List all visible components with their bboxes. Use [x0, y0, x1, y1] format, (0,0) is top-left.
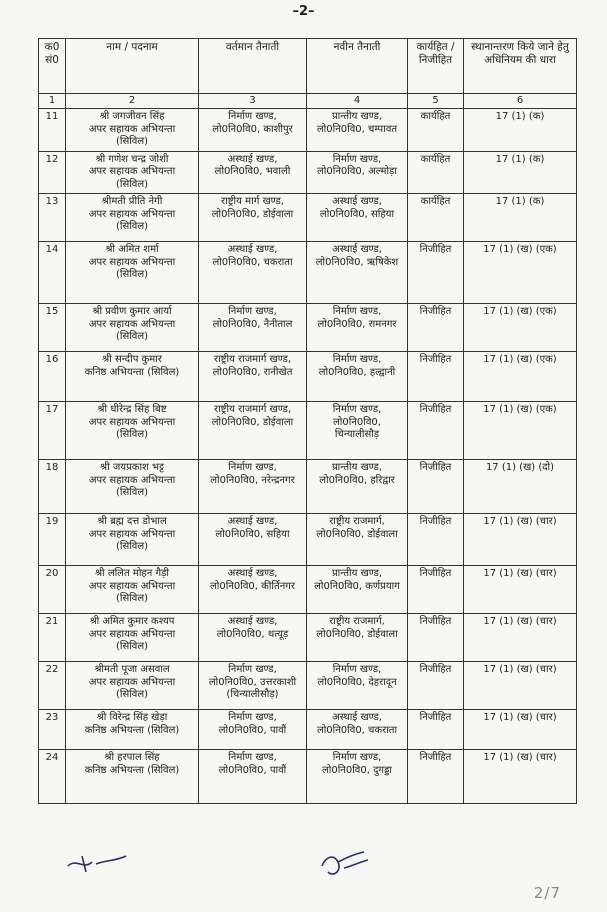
new-location: लो0नि0वि0, हरिद्वार	[319, 474, 395, 486]
row-name-designation	[66, 750, 199, 804]
row-new-posting	[307, 710, 408, 750]
col-number: 3	[199, 94, 307, 109]
row-sno	[39, 402, 66, 460]
row-interest	[408, 750, 464, 804]
new-location: लो0नि0वि0, देहरादून	[317, 676, 397, 688]
employee-designation: अपर सहायक अभियन्ता	[88, 123, 176, 135]
row-act-section	[464, 194, 577, 242]
section-text: 17 (1) (ख) (एक)	[483, 354, 557, 365]
row-interest	[408, 194, 464, 242]
employee-designation-suffix: (सिविल)	[115, 593, 149, 604]
employee-designation-suffix: (सिविल)	[115, 689, 149, 700]
employee-name: श्री प्रवीण कुमार आर्या	[92, 306, 172, 317]
section-text: 17 (1) (ख) (चार)	[483, 616, 557, 627]
signature-left	[62, 852, 132, 876]
current-division: निर्माण खण्ड,	[228, 306, 277, 317]
employee-name: श्री सन्दीप कुमार	[102, 354, 162, 365]
row-sno	[39, 566, 66, 614]
row-name-designation	[66, 304, 199, 352]
table-row	[39, 750, 577, 804]
employee-name: श्री अमित कुमार कश्यप	[89, 616, 175, 627]
employee-name: श्री ललित मोहन गैड़ी	[94, 568, 170, 579]
row-new-posting	[307, 750, 408, 804]
employee-name: श्री हरपाल सिंह	[104, 752, 160, 763]
interest-text: निजीहित	[419, 568, 452, 579]
section-text: 17 (1) (ख) (एक)	[483, 244, 557, 255]
current-division: निर्माण खण्ड,	[228, 712, 277, 723]
row-sno	[39, 514, 66, 566]
row-sno-text: 18	[45, 462, 59, 473]
col-number: 6	[464, 94, 577, 109]
row-current-posting	[199, 242, 307, 304]
row-act-section	[464, 566, 577, 614]
current-division: निर्माण खण्ड,	[228, 111, 277, 122]
row-name-designation	[66, 514, 199, 566]
row-name-designation	[66, 460, 199, 514]
current-division: अस्थाई खण्ड,	[227, 244, 278, 255]
employee-designation-suffix: (सिविल)	[115, 541, 149, 552]
row-sno	[39, 662, 66, 710]
row-sno	[39, 750, 66, 804]
row-sno	[39, 352, 66, 402]
row-sno-text: 14	[45, 244, 59, 255]
current-location: लो0नि0वि0, चकराता	[212, 256, 293, 268]
row-interest	[408, 514, 464, 566]
header-current-posting: वर्तमान तैनाती	[199, 39, 307, 94]
employee-name: श्री जगजीवन सिंह	[99, 111, 165, 122]
employee-designation-suffix: (सिविल)	[115, 221, 149, 232]
new-division: राष्ट्रीय राजमार्ग,	[329, 616, 385, 627]
new-division: निर्माण खण्ड,	[332, 354, 382, 365]
interest-text: निजीहित	[419, 404, 452, 415]
row-sno-text: 16	[45, 354, 59, 365]
current-division: निर्माण खण्ड,	[228, 752, 277, 763]
row-name-designation	[66, 614, 199, 662]
table-row	[39, 514, 577, 566]
employee-designation: अपर सहायक अभियन्ता	[88, 528, 176, 540]
current-location: लो0नि0वि0, नैनीताल	[212, 318, 293, 330]
new-location: लो0नि0वि0, दुगड्डा	[321, 764, 393, 776]
interest-text: निजीहित	[419, 516, 452, 527]
row-sno	[39, 460, 66, 514]
row-sno-text: 11	[45, 111, 59, 122]
row-name-designation	[66, 109, 199, 152]
new-location-extra: चिन्यालीसौड़	[334, 429, 380, 440]
employee-designation: अपर सहायक अभियन्ता	[88, 166, 176, 177]
row-name-designation	[66, 566, 199, 614]
row-act-section	[464, 710, 577, 750]
row-current-posting	[199, 352, 307, 402]
row-sno	[39, 710, 66, 750]
row-current-posting	[199, 710, 307, 750]
table-row	[39, 304, 577, 352]
row-interest	[408, 242, 464, 304]
employee-designation: अपर सहायक अभियन्ता	[88, 208, 176, 220]
row-act-section	[464, 352, 577, 402]
new-location: लो0नि0वि0, ऋषिकेश	[315, 256, 399, 268]
employee-name: श्री जयप्रकाश भट्ट	[100, 462, 164, 473]
section-text: 17 (1) (ख) (चार)	[483, 516, 557, 527]
row-interest	[408, 710, 464, 750]
interest-text: निजीहित	[419, 306, 452, 317]
row-name-designation	[66, 151, 199, 194]
row-interest	[408, 566, 464, 614]
row-interest	[408, 109, 464, 152]
row-interest	[408, 460, 464, 514]
section-text: 17 (1) (क)	[495, 196, 545, 207]
row-sno	[39, 194, 66, 242]
new-division: अस्थाई खण्ड,	[332, 712, 382, 723]
new-location: लो0नि0वि0, चकराता	[316, 724, 398, 736]
row-new-posting	[307, 151, 408, 194]
new-location: लो0नि0वि0, अल्मोड़ा	[317, 166, 397, 177]
row-sno-text: 19	[45, 516, 59, 527]
row-sno	[39, 614, 66, 662]
section-text: 17 (1) (ख) (दो)	[485, 462, 555, 473]
interest-text: निजीहित	[419, 616, 452, 627]
row-interest	[408, 304, 464, 352]
interest-text: निजीहित	[419, 712, 452, 723]
col-number: 4	[307, 94, 408, 109]
row-current-posting	[199, 304, 307, 352]
current-location: लो0नि0वि0, कीर्तिनगर	[210, 580, 295, 592]
new-division: प्रान्तीय खण्ड,	[331, 568, 383, 579]
row-name-designation	[66, 242, 199, 304]
current-location: लो0नि0वि0, डोईवाला	[211, 208, 294, 220]
new-location: लो0नि0वि0, सहिया	[319, 208, 395, 220]
table-row	[39, 662, 577, 710]
employee-designation-suffix: (सिविल)	[115, 178, 149, 190]
current-location: लो0नि0वि0, थत्यूड़	[216, 628, 289, 640]
row-current-posting	[199, 402, 307, 460]
employee-name: श्री धीरेन्द्र सिंह बिष्ट	[97, 404, 167, 415]
row-sno-text: 15	[45, 306, 59, 317]
interest-text: कार्यहित	[420, 196, 451, 207]
row-sno-text: 20	[45, 568, 59, 579]
row-name-designation	[66, 352, 199, 402]
row-new-posting	[307, 566, 408, 614]
current-location: लो0नि0वि0, डोईवाला	[211, 416, 294, 428]
transfer-table	[38, 38, 577, 804]
table-row	[39, 352, 577, 402]
row-new-posting	[307, 109, 408, 152]
header-sno: क0 सं0	[39, 39, 66, 94]
section-text: 17 (1) (ख) (चार)	[483, 664, 557, 675]
section-text: 17 (1) (क)	[495, 153, 545, 165]
current-division: निर्माण खण्ड,	[228, 664, 277, 675]
row-interest	[408, 402, 464, 460]
row-interest	[408, 151, 464, 194]
table-row	[39, 614, 577, 662]
new-division: निर्माण खण्ड,	[332, 153, 382, 165]
row-act-section	[464, 460, 577, 514]
employee-designation-suffix: (सिविल)	[115, 641, 149, 652]
current-location: लो0नि0वि0, भवाली	[214, 166, 291, 177]
row-sno-text: 13	[45, 196, 59, 207]
row-new-posting	[307, 514, 408, 566]
employee-name: श्री अमित शर्मा	[105, 244, 159, 255]
row-interest	[408, 614, 464, 662]
section-text: 17 (1) (ख) (चार)	[483, 752, 557, 763]
employee-designation: अपर सहायक अभियन्ता	[88, 416, 176, 428]
col-number: 1	[39, 94, 66, 109]
new-location: लो0नि0वि0, डोईवाला	[316, 628, 398, 640]
new-division: प्रान्तीय खण्ड,	[331, 462, 383, 473]
table-row	[39, 109, 577, 152]
employee-designation-suffix: (सिविल)	[115, 429, 149, 440]
current-location: लो0नि0वि0, पावौं	[218, 724, 287, 736]
row-name-designation	[66, 402, 199, 460]
row-act-section	[464, 151, 577, 194]
employee-designation: अपर सहायक अभियन्ता	[88, 580, 176, 592]
interest-text: कार्यहित	[420, 153, 451, 165]
row-name-designation	[66, 710, 199, 750]
new-division: अस्थाई खण्ड,	[332, 244, 382, 255]
row-sno	[39, 242, 66, 304]
employee-designation: कनिष्ठ अभियन्ता (सिविल)	[84, 366, 180, 378]
current-location: लो0नि0वि0, उत्तरकाशी	[208, 676, 297, 688]
row-current-posting	[199, 109, 307, 152]
current-location: लो0नि0वि0, नरेन्द्रनगर	[210, 474, 295, 486]
new-division: राष्ट्रीय राजमार्ग,	[329, 516, 385, 527]
row-act-section	[464, 304, 577, 352]
header-act-section: स्थानान्तरण किये जाने हेतु अधिनियम की धारा	[464, 39, 577, 94]
employee-name: श्री विरेन्द्र सिंह खेड़ा	[96, 712, 168, 723]
employee-designation: अपर सहायक अभियन्ता	[88, 676, 176, 688]
employee-designation: कनिष्ठ अभियन्ता (सिविल)	[84, 764, 180, 776]
new-location: लो0नि0वि0, हल्द्वानी	[318, 366, 396, 378]
current-location: लो0नि0वि0, सहिया	[215, 528, 290, 540]
row-current-posting	[199, 566, 307, 614]
new-location: लो0नि0वि0,	[333, 416, 381, 428]
employee-designation: अपर सहायक अभियन्ता	[88, 256, 176, 268]
table-row	[39, 194, 577, 242]
employee-designation: अपर सहायक अभियन्ता	[88, 628, 176, 640]
new-division: निर्माण खण्ड,	[332, 664, 382, 675]
table-row	[39, 402, 577, 460]
section-text: 17 (1) (ख) (एक)	[483, 404, 557, 415]
current-location: लो0नि0वि0, रानीखेत	[212, 366, 293, 378]
row-current-posting	[199, 662, 307, 710]
interest-text: निजीहित	[419, 354, 452, 365]
section-text: 17 (1) (ख) (चार)	[483, 712, 557, 723]
new-location: लो0नि0वि0, चम्पावत	[316, 123, 398, 135]
row-sno-text: 24	[45, 752, 59, 763]
row-act-section	[464, 750, 577, 804]
header-interest: कार्यहित / निजीहित	[408, 39, 464, 94]
row-sno-text: 21	[45, 616, 59, 627]
row-current-posting	[199, 151, 307, 194]
section-text: 17 (1) (ख) (चार)	[483, 568, 557, 579]
row-new-posting	[307, 352, 408, 402]
row-new-posting	[307, 304, 408, 352]
employee-designation: अपर सहायक अभियन्ता	[88, 318, 176, 330]
current-division: राष्ट्रीय राजमार्ग खण्ड,	[213, 404, 292, 415]
row-act-section	[464, 662, 577, 710]
row-act-section	[464, 402, 577, 460]
employee-name: श्रीमती पूजा असवाल	[94, 664, 170, 675]
row-new-posting	[307, 242, 408, 304]
row-act-section	[464, 514, 577, 566]
current-division: राष्ट्रीय राजमार्ग खण्ड,	[213, 354, 292, 365]
row-current-posting	[199, 194, 307, 242]
interest-text: निजीहित	[419, 752, 452, 763]
current-division: अस्थाई खण्ड,	[227, 568, 278, 579]
interest-text: कार्यहित	[420, 111, 451, 122]
col-number: 2	[66, 94, 199, 109]
new-division: निर्माण खण्ड,	[332, 752, 382, 763]
new-division: प्रान्तीय खण्ड,	[331, 111, 383, 122]
row-current-posting	[199, 750, 307, 804]
row-current-posting	[199, 514, 307, 566]
employee-designation-suffix: (सिविल)	[115, 331, 149, 342]
employee-designation-suffix: (सिविल)	[115, 269, 149, 280]
new-location: लो0नि0वि0, कर्णप्रयाग	[314, 580, 400, 592]
row-name-designation	[66, 662, 199, 710]
new-location: लो0नि0वि0, डोईवाला	[316, 528, 398, 540]
current-division: राष्ट्रीय मार्ग खण्ड,	[221, 196, 284, 207]
employee-name: श्री ब्रह्म दत्त डोभाल	[97, 516, 167, 527]
current-division: अस्थाई खण्ड,	[227, 516, 278, 527]
table-row	[39, 710, 577, 750]
new-location: लो0नि0वि0, रामनगर	[317, 318, 397, 330]
row-sno	[39, 109, 66, 152]
header-name: नाम / पदनाम	[66, 39, 199, 94]
row-new-posting	[307, 194, 408, 242]
interest-text: निजीहित	[419, 664, 452, 675]
row-new-posting	[307, 460, 408, 514]
employee-designation: अपर सहायक अभियन्ता	[88, 474, 176, 486]
row-new-posting	[307, 402, 408, 460]
row-act-section	[464, 614, 577, 662]
interest-text: निजीहित	[419, 462, 452, 473]
row-act-section	[464, 109, 577, 152]
new-division: निर्माण खण्ड,	[332, 404, 382, 415]
row-sno-text: 23	[45, 712, 59, 723]
current-division: अस्थाई खण्ड,	[227, 616, 278, 627]
row-current-posting	[199, 460, 307, 514]
row-act-section	[464, 242, 577, 304]
current-location-extra: (चिन्यालीसौड़)	[226, 689, 279, 700]
current-division: निर्माण खण्ड,	[228, 462, 277, 473]
employee-designation-suffix: (सिविल)	[115, 487, 149, 498]
row-name-designation	[66, 194, 199, 242]
header-new-posting: नवीन तैनाती	[307, 39, 408, 94]
row-sno	[39, 151, 66, 194]
row-new-posting	[307, 614, 408, 662]
employee-name: श्रीमती प्रीति नेगी	[101, 196, 163, 207]
row-sno-text: 22	[45, 664, 59, 675]
section-text: 17 (1) (ख) (एक)	[483, 306, 557, 317]
interest-text: निजीहित	[419, 244, 452, 255]
employee-designation: कनिष्ठ अभियन्ता (सिविल)	[84, 724, 180, 736]
row-sno-text: 17	[45, 404, 59, 415]
current-division: अस्थाई खण्ड,	[227, 153, 278, 165]
table-row	[39, 460, 577, 514]
row-sno	[39, 304, 66, 352]
page-number: –2–	[292, 4, 315, 19]
current-location: लो0नि0वि0, पावौं	[218, 764, 287, 776]
current-location: लो0नि0वि0, काशीपुर	[212, 123, 293, 135]
row-interest	[408, 662, 464, 710]
row-current-posting	[199, 614, 307, 662]
employee-designation-suffix: (सिविल)	[115, 136, 149, 147]
row-sno-text: 12	[45, 153, 59, 165]
row-new-posting	[307, 662, 408, 710]
table-row	[39, 566, 577, 614]
row-interest	[408, 352, 464, 402]
new-division: निर्माण खण्ड,	[332, 306, 382, 317]
signature-middle	[314, 848, 374, 882]
table-row	[39, 151, 577, 194]
footer-page-number: 2/7	[533, 884, 561, 902]
table-row	[39, 242, 577, 304]
new-division: अस्थाई खण्ड,	[332, 196, 382, 207]
employee-name: श्री गणेश चन्द्र जोशी	[95, 153, 169, 165]
col-number: 5	[408, 94, 464, 109]
section-text: 17 (1) (क)	[495, 111, 545, 122]
